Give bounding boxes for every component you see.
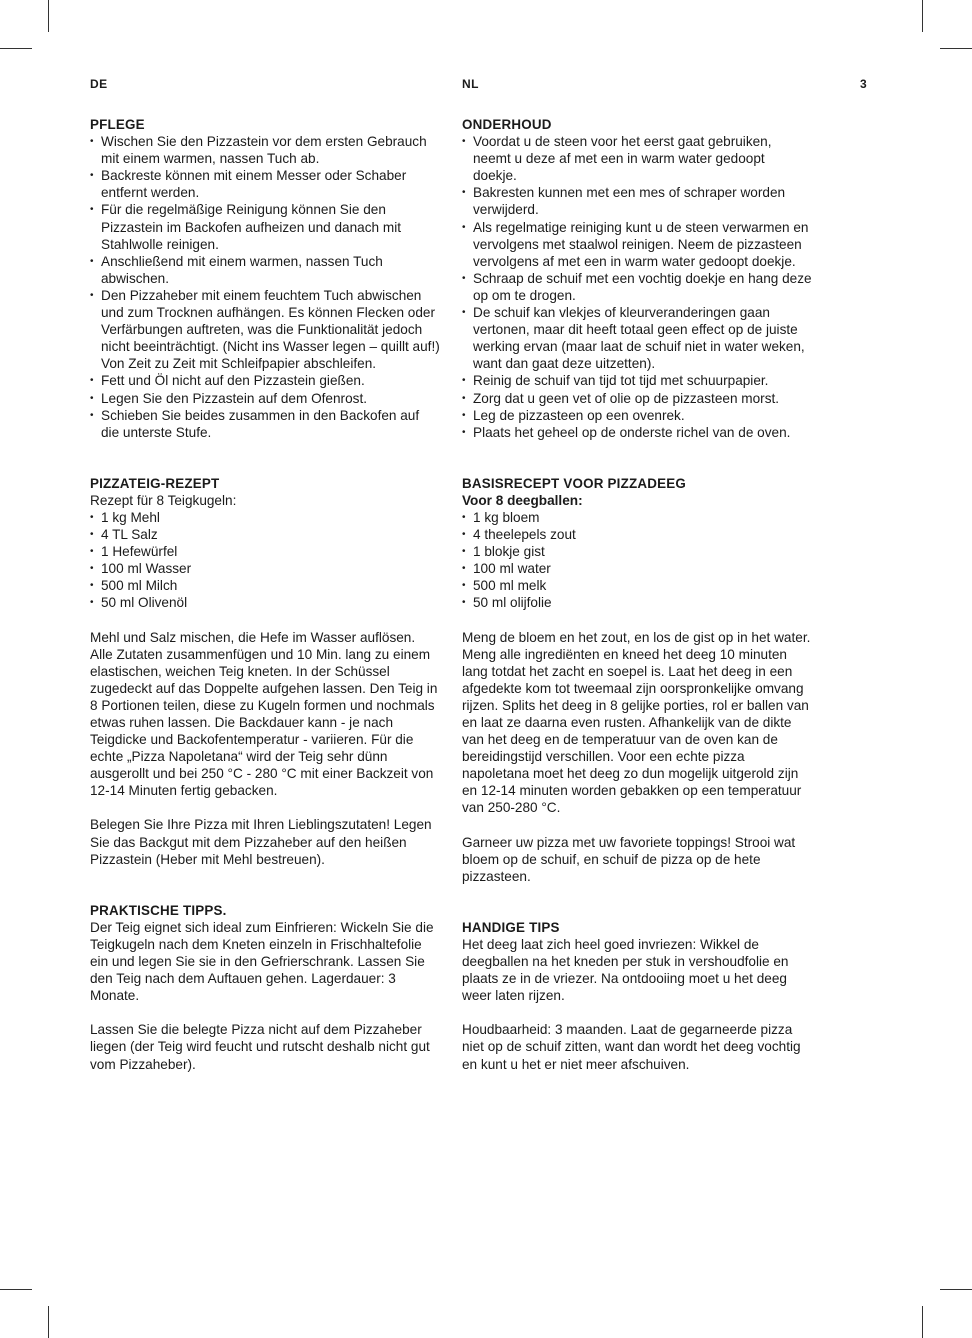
recipe-heading: PIZZATEIG-REZEPT [90, 475, 220, 491]
tips-paragraph-1: Het deeg laat zich heel goed invriezen: Wikkel de deegballen na het kneden per stuk in vershoudfolie en plaats ze in de vriezer. Na ontdooiing moet u het deeg weer laten rijzen. [462, 936, 789, 1004]
crop-mark-br-v [922, 1306, 923, 1338]
ingredient-list [90, 509, 440, 612]
list-item: • Bakresten kunnen met een mes of schraper worden verwijderd. [462, 184, 812, 218]
dutch-column [462, 116, 812, 1073]
german-column [90, 116, 440, 1073]
list-item: • Voordat u de steen voor het eerst gaat gebruiken, neemt u deze af met een in warm water gedoopt doekje. [462, 133, 812, 184]
crop-mark-tr-v [922, 0, 923, 32]
list-item: • Schraap de schuif met een vochtig doekje en hang deze op om te drogen. [462, 270, 812, 304]
recipe-heading: BASISRECEPT VOOR PIZZADEEG [462, 475, 686, 491]
list-item: • Leg de pizzasteen op een ovenrek. [462, 407, 812, 424]
list-item: • 1 Hefewürfel [90, 543, 440, 560]
ingredient-list [462, 509, 812, 612]
page-number: 3 [860, 77, 868, 91]
crop-mark-tl-v [48, 0, 49, 32]
list-item: • 1 kg Mehl [90, 509, 440, 526]
topping-paragraph: Belegen Sie Ihre Pizza mit Ihren Lieblingszutaten! Legen Sie das Backgut mit dem Pizzaheber auf den heißen Pizzastein (Heber mit Mehl bestreuen). [90, 817, 432, 867]
tips-paragraph-2: Lassen Sie die belegte Pizza nicht auf dem Pizzaheber liegen (der Teig wird feucht und rutscht deshalb nicht gut vom Pizzaheber). [90, 1022, 430, 1072]
list-item: • 100 ml water [462, 560, 812, 577]
list-item: • Zorg dat u geen vet of olie op de pizzasteen morst. [462, 390, 812, 407]
topping-paragraph: Garneer uw pizza met uw favoriete toppings! Strooi wat bloem op de schuif, en schuif de pizza op de hete pizzasteen. [462, 834, 796, 884]
recipe-intro: Rezept für 8 Teigkugeln: [90, 492, 237, 508]
crop-mark-tr-h [940, 48, 972, 49]
list-item: • 4 TL Salz [90, 526, 440, 543]
crop-mark-tl-h [0, 48, 32, 49]
list-item: • 1 blokje gist [462, 543, 812, 560]
list-item: • Legen Sie den Pizzastein auf dem Ofenrost. [90, 390, 440, 407]
list-item: • Fett und Öl nicht auf den Pizzastein gießen. [90, 372, 440, 389]
tips-heading: PRAKTISCHE TIPPS. [90, 902, 227, 918]
crop-mark-bl-v [48, 1306, 49, 1338]
list-item: • 4 theelepels zout [462, 526, 812, 543]
list-item: • Anschließend mit einem warmen, nassen Tuch abwischen. [90, 253, 440, 287]
list-item: • 100 ml Wasser [90, 560, 440, 577]
list-item: • Backreste können mit einem Messer oder Schaber entfernt werden. [90, 167, 440, 201]
list-item: • Als regelmatige reiniging kunt u de steen verwarmen en vervolgens met staalwol reinigen. Neem de pizzasteen vervolgens af met een in warm water gedoopt doekje. [462, 219, 812, 270]
tips-heading: HANDIGE TIPS [462, 919, 560, 935]
care-heading: ONDERHOUD [462, 117, 552, 132]
care-heading: PFLEGE [90, 117, 145, 132]
method-paragraph: Meng de bloem en het zout, en los de gist op in het water. Meng alle ingrediënten en kneed het deeg 10 minuten lang totdat het zacht en soepel is. Laat het deeg in een afgedekte kom tot tweemaal zijn oorspronkelijke omvang rijzen. Splits het deeg in 8 gelijke porties, rol er ballen van en laat ze daarna even rusten. Afhankelijk van de dikte van het deeg en de temperatuur van de oven kan de bereidingstijd verschillen. Voor een echte pizza napoletana moet het deeg zo dun mogelijk uitgerold zijn en 12-14 minuten worden gebakken op een temperatuur van 250-280 °C. [462, 629, 811, 816]
list-item: • Für die regelmäßige Reinigung können Sie den Pizzastein im Backofen aufheizen und danach mit Stahlwolle reinigen. [90, 201, 440, 252]
list-item: • De schuif kan vlekjes of kleurveranderingen gaan vertonen, maar dit heeft totaal geen effect op de juiste werking ervan (maar laat de schuif niet in water weken, want dan gaat deze uitzetten). [462, 304, 812, 372]
list-item: • Schieben Sie beides zusammen in den Backofen auf die unterste Stufe. [90, 407, 440, 441]
crop-mark-bl-h [0, 1289, 32, 1290]
list-item: • 500 ml melk [462, 577, 812, 594]
crop-mark-br-h [940, 1289, 972, 1290]
list-item: • Plaats het geheel op de onderste richel van de oven. [462, 424, 812, 441]
list-item: • 1 kg bloem [462, 509, 812, 526]
list-item: • 50 ml olijfolie [462, 594, 812, 611]
list-item: • Reinig de schuif van tijd tot tijd met schuurpapier. [462, 372, 812, 389]
list-item: • Wischen Sie den Pizzastein vor dem ersten Gebrauch mit einem warmen, nassen Tuch ab. [90, 133, 440, 167]
list-item: • Den Pizzaheber mit einem feuchtem Tuch abwischen und zum Trocknen aufhängen. Es können Flecken oder Verfärbungen auftreten, was die Funktionalität jedoch nicht beeinträchtigt. (Nicht ins Wasser legen – quillt auf!) Von Zeit zu Zeit mit Schleifpapier abschleifen. [90, 287, 440, 372]
list-item: • 50 ml Olivenöl [90, 594, 440, 611]
language-label-nl: NL [462, 77, 479, 91]
care-list [90, 133, 440, 441]
list-item: • 500 ml Milch [90, 577, 440, 594]
care-list [462, 133, 812, 441]
tips-paragraph-2: Houdbaarheid: 3 maanden. Laat de gegarneerde pizza niet op de schuif zitten, want dan wordt het deeg vochtig en kunt u het er niet meer afschuiven. [462, 1022, 801, 1072]
recipe-intro: Voor 8 deegballen: [462, 492, 583, 508]
method-paragraph: Mehl und Salz mischen, die Hefe im Wasser auflösen. Alle Zutaten zusammenfügen und 10 Min. lang zu einem elastischen, weichen Teig kneten. In der Schüssel zugedeckt auf das Doppelte aufgehen lassen. Den Teig in 8 Portionen teilen, diese zu Kugeln formen und nochmals etwas ruhen lassen. Die Backdauer kann - je nach Teigdicke und Backofentemperatur - variieren. Für die echte „Pizza Napoletana“ wird der Teig sehr dünn ausgerollt und bei 250 °C - 280 °C mit einer Backzeit von 12-14 Minuten fertig gebacken. [90, 629, 438, 799]
tips-paragraph-1: Der Teig eignet sich ideal zum Einfrieren: Wickeln Sie die Teigkugeln nach dem Kneten einzeln in Frischhaltefolie ein und legen Sie sie in den Gefrierschrank. Lassen Sie den Teig nach dem Auftauen gehen. Lagerdauer: 3 Monate. [90, 919, 434, 1004]
language-label-de: DE [90, 77, 108, 91]
